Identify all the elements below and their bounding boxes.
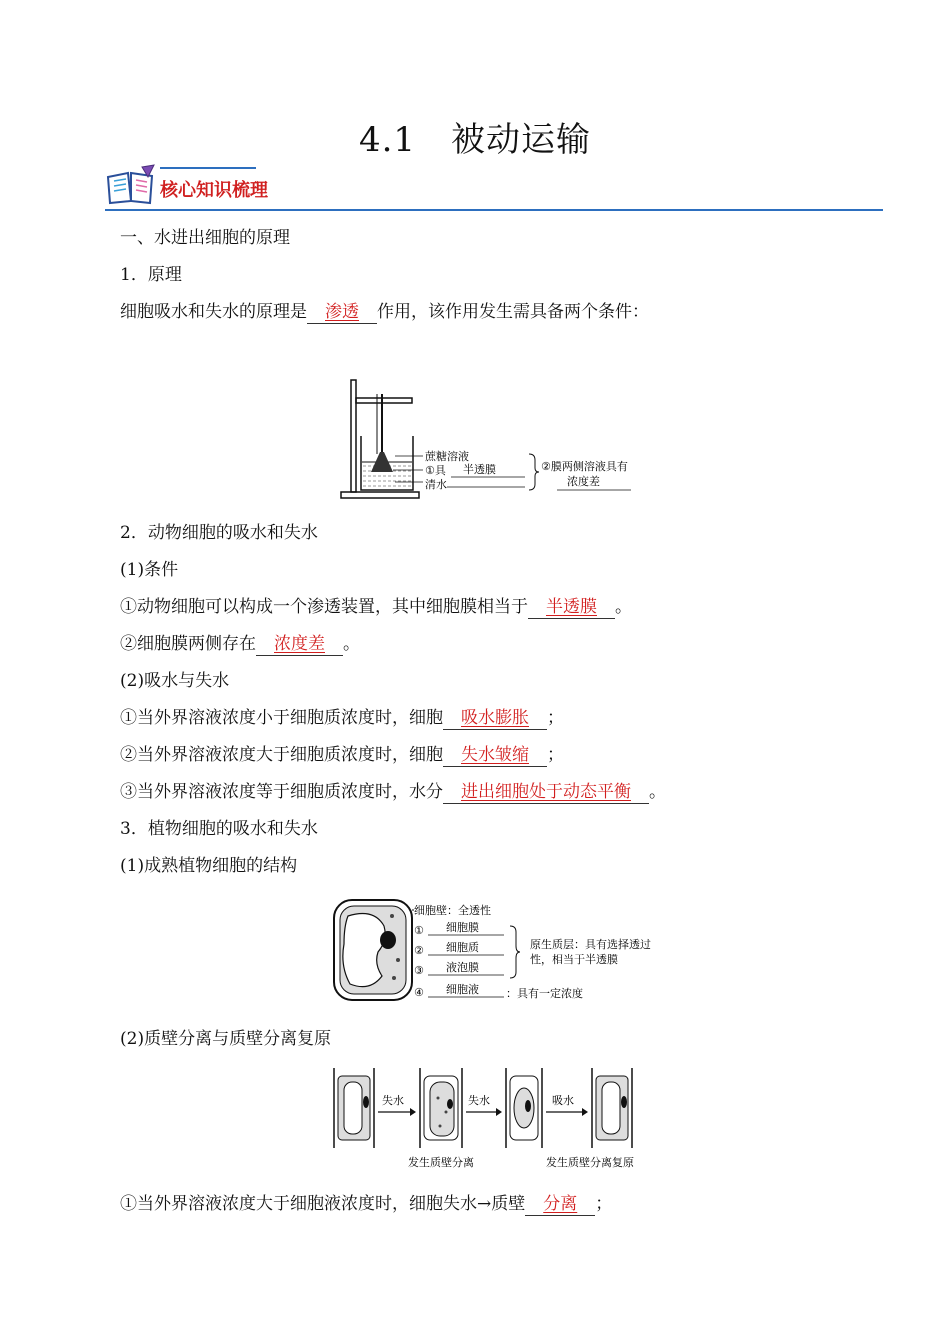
answer-shrink: 失水皱缩 [443, 744, 547, 767]
heading-1-1: 1．原理 [120, 265, 182, 285]
water-3: ③当外界溶液浓度等于细胞质浓度时，水分 进出细胞处于动态平衡 。 [120, 782, 666, 802]
label-water: 清水 [425, 478, 447, 491]
section-rule-top [160, 167, 256, 169]
osmosis-apparatus-figure [335, 374, 645, 502]
heading-3: 3．植物细胞的吸水和失水 [120, 819, 318, 839]
label-wall: 细胞壁：全透性 [414, 904, 491, 917]
principle-line: 细胞吸水和失水的原理是 渗透 作用，该作用发生需具备两个条件： [120, 302, 649, 322]
label-cell-sap: 细胞液 [446, 983, 479, 996]
label-cond2b: 浓度差 [567, 475, 600, 488]
label-cond2a: ②膜两侧溶液具有 [541, 460, 628, 473]
cell-stage-3 [506, 1068, 542, 1148]
heading-1: 一、水进出细胞的原理 [120, 228, 290, 248]
heading-2-2: (2)吸水与失水 [120, 671, 230, 691]
num-3: ③ [414, 964, 424, 977]
answer-separation: 分离 [525, 1193, 595, 1216]
book-icon [104, 163, 158, 207]
cell-stage-1 [334, 1068, 374, 1148]
answer-gradient: 浓度差 [256, 633, 343, 656]
label-sucrose: 蔗糖溶液 [425, 450, 469, 463]
heading-3-2: (2)质壁分离与质壁分离复原 [120, 1029, 332, 1049]
answer-swell: 吸水膨胀 [443, 707, 547, 730]
heading-2-1: (1)条件 [120, 560, 179, 580]
heading-2: 2．动物细胞的吸水和失水 [120, 523, 318, 543]
cell-stage-2 [420, 1068, 462, 1148]
label-proto-a: 原生质层：具有选择透过 [530, 938, 651, 951]
water-1: ①当外界溶液浓度小于细胞质浓度时，细胞 吸水膨胀 ； [120, 708, 564, 728]
plant-cell-figure [326, 896, 666, 1006]
page-title: 4.1 被动运输 [358, 120, 592, 160]
label-tonoplast: 液泡膜 [446, 961, 479, 974]
condition-2: ②细胞膜两侧存在 浓度差 。 [120, 634, 360, 654]
num-1: ① [414, 924, 424, 937]
label-cytoplasm: 细胞质 [446, 941, 479, 954]
answer-osmosis: 渗透 [307, 301, 377, 324]
arrow-label-2: 失水 [468, 1094, 490, 1107]
water-2: ②当外界溶液浓度大于细胞质浓度时，细胞 失水皱缩 ； [120, 745, 564, 765]
condition-1: ①动物细胞可以构成一个渗透装置，其中细胞膜相当于 半透膜 。 [120, 597, 632, 617]
heading-3-1: (1)成熟植物细胞的结构 [120, 856, 298, 876]
section-header: 核心知识梳理 [160, 180, 268, 201]
answer-equilibrium: 进出细胞处于动态平衡 [443, 781, 649, 804]
label-membrane: 半透膜 [463, 463, 496, 476]
answer-semipermeable: 半透膜 [528, 596, 615, 619]
plasmolysis-line: ①当外界溶液浓度大于细胞液浓度时，细胞失水→质壁 分离 ； [120, 1194, 613, 1214]
label-proto-b: 性，相当于半透膜 [530, 953, 618, 966]
plasmolysis-figure [330, 1068, 640, 1172]
arrow-label-1: 失水 [382, 1094, 404, 1107]
label-cond1: ①具 [425, 464, 446, 477]
caption-plasmolysis: 发生质壁分离 [408, 1156, 474, 1169]
label-membrane2: 细胞膜 [446, 921, 479, 934]
cell-stage-4 [592, 1068, 632, 1148]
num-4: ④ [414, 986, 424, 999]
label-cell-sap-note: ：具有一定浓度 [506, 987, 583, 1000]
num-2: ② [414, 944, 424, 957]
section-rule [105, 209, 883, 211]
caption-recovery: 发生质壁分离复原 [546, 1156, 634, 1169]
arrow-label-3: 吸水 [552, 1094, 574, 1107]
